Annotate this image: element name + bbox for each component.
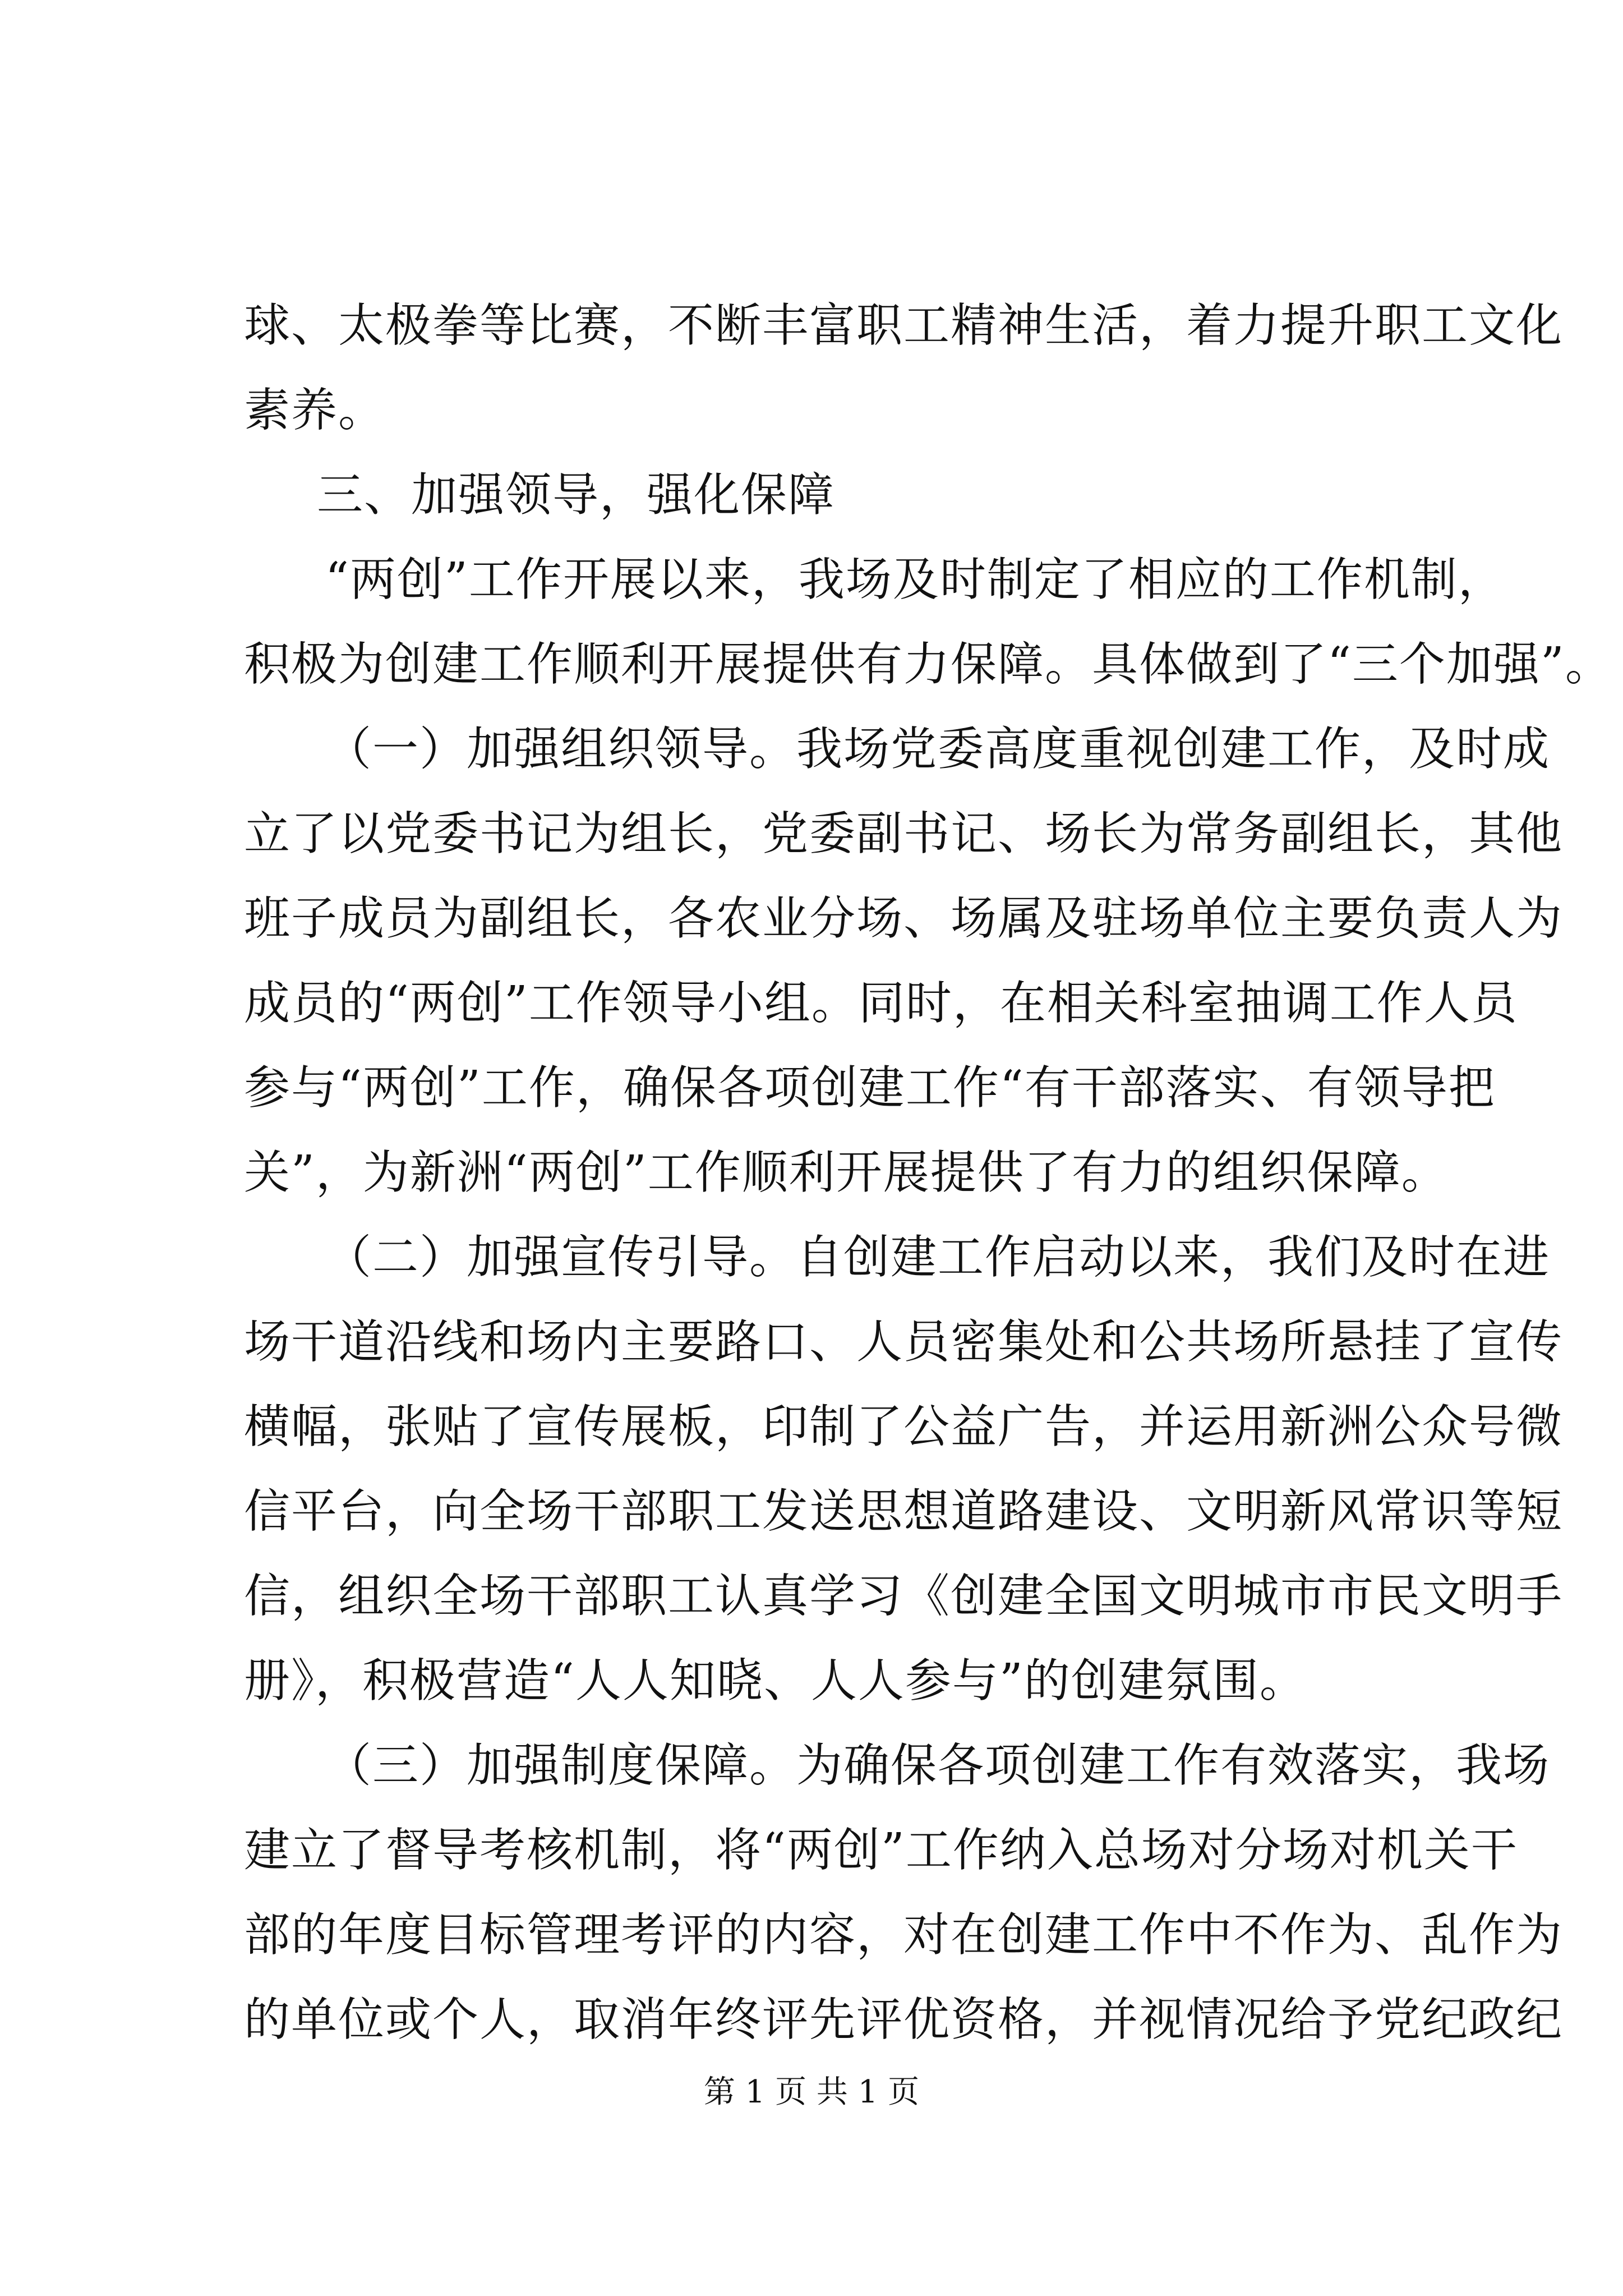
text-line: （三）加强制度保障。为确保各项创建工作有效落实，我场 xyxy=(325,1739,1551,1792)
page-footer: 第 1 页 共 1 页 xyxy=(703,2074,920,2110)
text-line: 班子成员为副组长，各农业分场、场属及驻场单位主要负责人为 xyxy=(244,892,1564,945)
text-line: （一）加强组织领导。我场党委高度重视创建工作，及时成 xyxy=(325,723,1551,776)
text-line: 建立了督导考核机制，将“两创”工作纳入总场对分场对机关干 xyxy=(244,1824,1518,1877)
text-line: 册》，积极营造“人人知晓、人人参与”的创建氛围。 xyxy=(244,1654,1307,1708)
text-line: “两创”工作开展以来，我场及时制定了相应的工作机制， xyxy=(325,553,1505,606)
text-line: 立了以党委书记为组长，党委副书记、场长为常务副组长，其他 xyxy=(244,807,1564,861)
text-line: 部的年度目标管理考评的内容，对在创建工作中不作为、乱作为 xyxy=(244,1908,1564,1962)
text-line: 素养。 xyxy=(244,384,386,437)
text-line: 信，组织全场干部职工认真学习《创建全国文明城市市民文明手 xyxy=(244,1570,1564,1623)
section-heading: 三、加强领导，强化保障 xyxy=(317,468,836,522)
text-line: 积极为创建工作顺利开展提供有力保障。具体做到了“三个加强”。 xyxy=(244,638,1612,691)
text-line: 横幅，张贴了宣传展板，印制了公益广告，并运用新洲公众号微 xyxy=(244,1400,1564,1453)
text-line: 球、太极拳等比赛，不断丰富职工精神生活，着力提升职工文化 xyxy=(244,299,1564,352)
text-line: 关”，为新洲“两创”工作顺利开展提供了有力的组织保障。 xyxy=(244,1146,1449,1199)
text-line: （二）加强宣传引导。自创建工作启动以来，我们及时在进 xyxy=(325,1231,1551,1284)
text-line: 参与“两创”工作，确保各项创建工作“有干部落实、有领导把 xyxy=(244,1061,1496,1115)
text-line: 场干道沿线和场内主要路口、人员密集处和公共场所悬挂了宣传 xyxy=(244,1315,1564,1369)
text-line: 成员的“两创”工作领导小组。同时，在相关科室抽调工作人员 xyxy=(244,977,1518,1030)
document-body xyxy=(244,283,1612,2062)
text-line: 信平台，向全场干部职工发送思想道路建设、文明新风常识等短 xyxy=(244,1485,1564,1538)
text-line: 的单位或个人，取消年终评先评优资格，并视情况给予党纪政纪 xyxy=(244,1993,1564,2046)
